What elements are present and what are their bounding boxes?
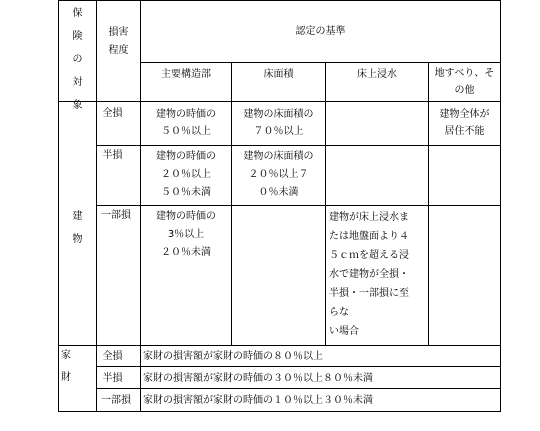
building-partial-label: 一部損 (101, 210, 131, 221)
building-total-floor-area (232, 106, 325, 140)
contents-row-divider-1 (96, 366, 501, 367)
contents-half-text: 家財の損害額が家財の時価の３０％以上８０％未満 (143, 373, 373, 384)
building-half-main-structure (141, 148, 231, 202)
row-divider-half (96, 205, 501, 206)
table-border-bottom (58, 411, 501, 412)
building-partial-flooding (329, 208, 428, 341)
header-divider (140, 62, 501, 63)
cell-line: 建物が床上浸水ま (329, 212, 409, 223)
damage-degree-header (97, 24, 140, 60)
cell-line: 建物の時価の (156, 211, 216, 222)
col-divider-main-structure (231, 62, 232, 346)
damage-degree-line: 程度 (108, 45, 129, 56)
col-divider-damage (140, 0, 141, 412)
contents-partial-label: 一部損 (101, 395, 131, 406)
cell-line: 水で建物が全損・ (329, 269, 409, 280)
contents-half-label: 半損 (102, 373, 123, 384)
cell-line: 居住不能 (444, 126, 485, 137)
building-total-main-structure (141, 106, 231, 140)
contents-label-char: 家 (61, 350, 71, 361)
building-label-char: 建 (72, 211, 83, 222)
contents-total-label: 全損 (102, 351, 123, 362)
insured-object-char: 険 (72, 31, 83, 42)
cell-line: 建物の床面積の (243, 109, 314, 120)
cell-line: 建物全体が (439, 109, 490, 120)
contents-partial-text: 家財の損害額が家財の時価の１０％以上３０％未満 (143, 395, 373, 406)
contents-total-text: 家財の損害額が家財の時価の８０％以上 (143, 351, 323, 362)
floor-area-header: 床面積 (263, 69, 294, 80)
cell-line: ２０％以上 (161, 169, 211, 180)
insured-object-char: 保 (72, 8, 83, 19)
cell-line: 3％以上 (167, 229, 205, 240)
cell-line: ７０％以上 (253, 126, 304, 137)
cell-line: ５ｃｍを超える浸 (329, 250, 409, 261)
building-total-landslide (429, 106, 500, 140)
cell-line: ２０％以上７ (248, 169, 309, 180)
insured-object-char: 対 (72, 77, 83, 88)
cell-line: ０％未満 (258, 187, 299, 198)
cell-line: 建物の床面積の (243, 151, 314, 162)
damage-degree-line: 損害 (108, 27, 129, 38)
criteria-title: 認定の基準 (295, 26, 346, 37)
landslide-header-line: 地すべり、そ (434, 68, 495, 79)
building-half-floor-area (232, 148, 325, 202)
row-divider-total (96, 145, 501, 146)
building-section-bottom (58, 345, 501, 346)
cell-line: たは地盤面より４ (329, 231, 409, 242)
insured-object-header (59, 2, 96, 117)
flooding-header: 床上浸水 (357, 69, 397, 80)
cell-line: 半損・一部損に至 (329, 288, 409, 299)
cell-line: ２０％未満 (161, 247, 211, 258)
cell-line: らな (329, 307, 349, 318)
header-bottom-border (58, 101, 501, 102)
col-divider-floor-area (325, 62, 326, 346)
landslide-header (429, 65, 500, 99)
cell-line: 建物の時価の (156, 151, 216, 162)
cell-line: い場合 (329, 326, 359, 337)
cell-line: 建物の時価の (156, 109, 216, 120)
col-divider-flooding (428, 62, 429, 346)
contents-label (59, 345, 73, 389)
contents-label-char: 財 (61, 372, 71, 383)
landslide-header-line: の他 (454, 85, 475, 96)
contents-row-divider-2 (96, 388, 501, 389)
building-partial-main-structure (141, 208, 231, 262)
table-border-right (500, 0, 501, 412)
building-total-label: 全損 (102, 108, 123, 119)
building-label (59, 205, 96, 251)
building-half-label: 半損 (102, 150, 123, 161)
insured-object-char: の (72, 54, 83, 65)
cell-line: ５０％未満 (161, 187, 211, 198)
building-label-char: 物 (72, 234, 83, 245)
cell-line: ５０％以上 (161, 126, 211, 137)
table-border-top (58, 0, 501, 1)
insured-object-char: 象 (72, 100, 83, 111)
main-structure-header: 主要構造部 (161, 69, 211, 80)
